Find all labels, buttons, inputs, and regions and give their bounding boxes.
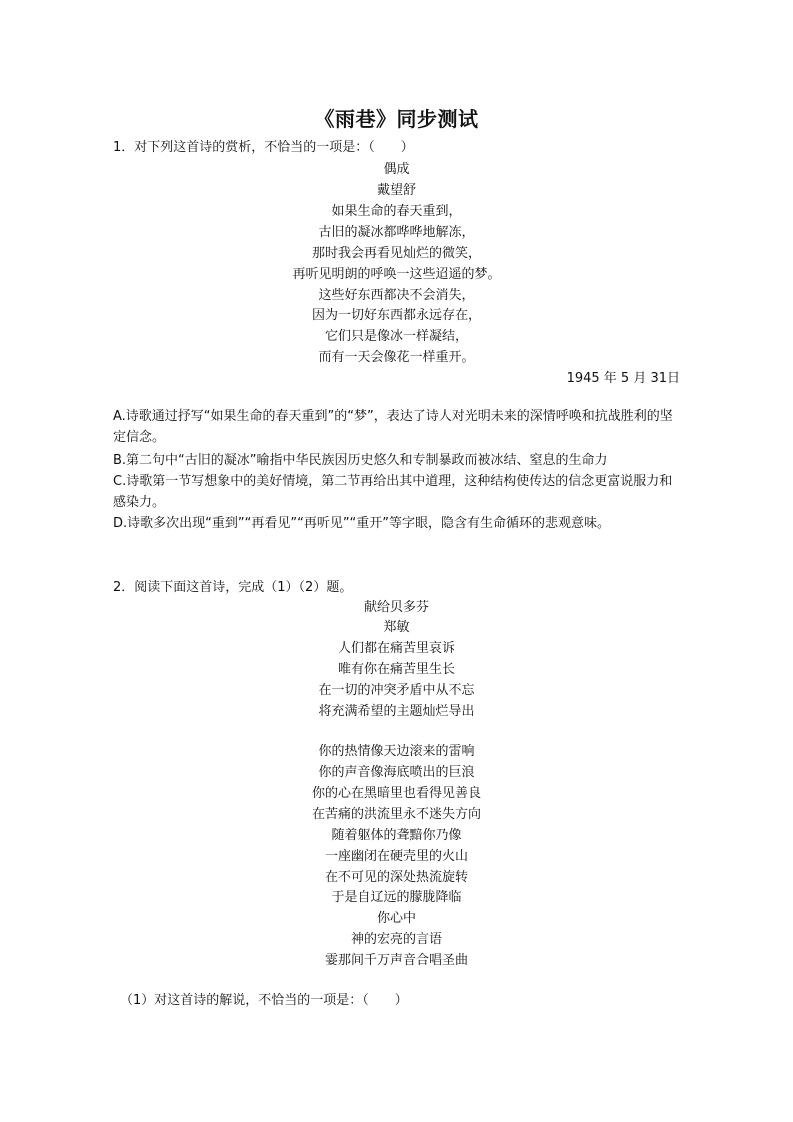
option-b: B.第二句中“古旧的凝冰”喻指中华民族因历史悠久和专制暴政而被冰结、窒息的生命力: [113, 453, 608, 468]
poem-2-title: 献给贝多芬: [363, 600, 429, 615]
poem-2-line: 你心中: [376, 911, 416, 926]
poem-1-line: 因为一切好东西都永远存在，: [311, 308, 481, 323]
poem-2-line: 霎那间千万声音合唱圣曲: [324, 953, 468, 968]
poem-2-author: 郑敏: [383, 620, 410, 635]
option-c: C.诗歌第一节写想象中的美好情境，第二节再给出其中道理，这种结构使传达的信念更富说服力和感染力。: [113, 474, 673, 510]
poem-2-line: 你的心在黑暗里也看得见善良: [311, 786, 481, 801]
poem-1-line: 这些好东西都决不会消失，: [318, 288, 475, 303]
poem-2-line: 你的声音像海底喷出的巨浪: [318, 765, 475, 780]
question-1-prompt: 1．对下列这首诗的赏析，不恰当的一项是：（ ）: [113, 140, 414, 155]
poem-2-line: 将充满希望的主题灿烂导出: [318, 704, 475, 719]
page-title: 《雨巷》同步测试: [314, 107, 479, 131]
poem-1-line: 而有一天会像花一样重开。: [318, 350, 475, 365]
poem-1-author: 戴望舒: [376, 183, 416, 198]
poem-1-title: 偶成: [383, 162, 410, 177]
poem-2-line: 你的热情像天边滚来的雷响: [318, 744, 475, 759]
poem-1-line: 那时我会再看见灿烂的微笑，: [311, 246, 481, 261]
poem-2-line: 随着躯体的聋黯你乃像: [331, 828, 462, 843]
poem-2-line: 在苦痛的洪流里永不迷失方向: [311, 807, 481, 822]
option-a: A.诗歌通过抒写“如果生命的春天重到”的“梦”，表达了诗人对光明未来的深情呼唤和抗战胜利的坚定信念。: [113, 409, 673, 445]
poem-2-line: 于是自辽远的朦胧降临: [331, 890, 462, 905]
poem-2-line: 人们都在痛苦里哀诉: [337, 641, 455, 656]
poem-2-line: 神的宏亮的言语: [350, 932, 442, 947]
poem-1-line: 再听见明朗的呼唤一这些迢遥的梦。: [292, 267, 501, 282]
poem-2-line: 在不可见的深处热流旋转: [324, 870, 468, 885]
poem-1-line: 古旧的凝冰都哗哗地解冻，: [318, 225, 475, 240]
question-2-prompt: 2．阅读下面这首诗，完成（1）（2）题。: [113, 580, 353, 595]
poem-1-date: 1945 年 5 月 31日: [566, 371, 680, 386]
question-2-subquestion-1: （1）对这首诗的解说，不恰当的一项是：（ ）: [120, 993, 408, 1008]
poem-2-line: 在一切的冲突矛盾中从不忘: [318, 683, 475, 698]
poem-1-line: 如果生命的春天重到，: [331, 204, 462, 219]
poem-2-line: 唯有你在痛苦里生长: [337, 662, 455, 677]
option-d: D.诗歌多次出现“重到”“再看见”“再听见”“重开”等字眼，隐含有生命循环的悲观意味。: [113, 516, 611, 531]
poem-2-line: 一座幽闭在硬壳里的火山: [324, 849, 468, 864]
poem-1-line: 它们只是像冰一样凝结，: [324, 329, 468, 344]
